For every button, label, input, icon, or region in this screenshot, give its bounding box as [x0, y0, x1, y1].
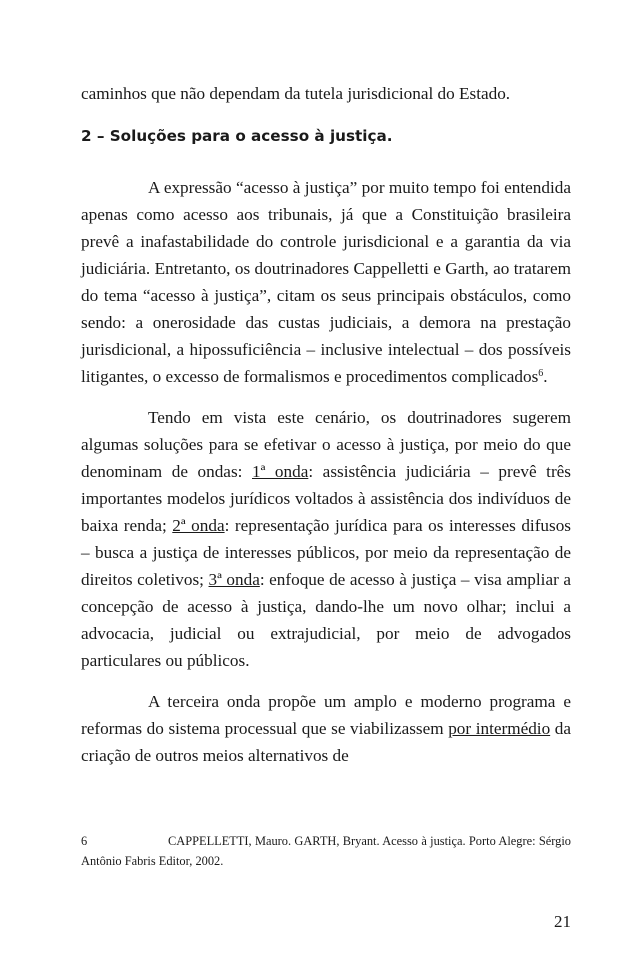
footnote-reference[interactable]: 6: [538, 368, 544, 379]
wave-3-term: 3ª onda: [208, 570, 260, 589]
footnote-text: CAPPELLETTI, Mauro. GARTH, Bryant. Acesso à justiça. Porto Alegre: Sérgio Antônio Fabris Editor, 2002.: [81, 834, 571, 868]
paragraph-2-text-c: : representação jurídica para os interesses difusos – busca a justiça de interesses públicos, por meio da representação de direitos coletivos;: [81, 516, 571, 589]
paragraph-3: [81, 688, 571, 769]
paragraph-1-end: .: [543, 367, 548, 386]
paragraph-2-text-d: : enfoque de acesso à justiça – visa ampliar a concepção de acesso à justiça, dando-lhe um novo olhar; inclui a advocacia, judicial ou extrajudicial, por meio de advogados particulares ou públicos.: [81, 570, 571, 670]
continued-line: caminhos que não dependam da tutela jurisdicional do Estado.: [81, 84, 511, 103]
paragraph-3-text-a: A terceira onda propõe um amplo e moderno programa e reformas do sistema processual que se viabilizassem: [81, 692, 571, 738]
paragraph-1: [81, 174, 571, 390]
paragraph-1-text: A expressão “acesso à justiça” por muito tempo foi entendida apenas como acesso aos tribunais, já que a Constituição brasileira prevê a inafastabilidade do controle jurisdicional e a garantia da via judiciária. Entretanto, os doutrinadores Cappelletti e Garth, ao tratarem do tema “acesso à justiça”, citam os seus principais obstáculos, como sendo: a onerosidade das custas judiciais, a demora na prestação jurisdicional, a hipossuficiência – inclusive intelectual – dos possíveis litigantes, o excesso de formalismos e procedimentos complicados: [81, 178, 571, 386]
wave-2-term: 2ª onda: [172, 516, 225, 535]
paragraph-3-text-b: da criação de outros meios alternativos de: [81, 719, 571, 765]
paragraph-2-text-a: Tendo em vista este cenário, os doutrinadores sugerem algumas soluções para se efetivar o acesso à justiça, por meio do que denominam de ondas:: [81, 408, 571, 481]
footnote-number: 6: [81, 834, 88, 848]
page-number: 21: [554, 912, 571, 931]
wave-1-term: 1ª onda: [252, 462, 309, 481]
section-heading: 2 – Soluções para o acesso à justiça.: [81, 127, 393, 145]
underlined-phrase: por intermédio: [448, 719, 551, 738]
footnote: [81, 831, 571, 871]
paragraph-2: [81, 404, 571, 674]
paragraph-2-text-b: : assistência judiciária – prevê três importantes modelos jurídicos voltados à assistência dos indivíduos de baixa renda;: [81, 462, 571, 535]
page-body: [81, 80, 571, 769]
